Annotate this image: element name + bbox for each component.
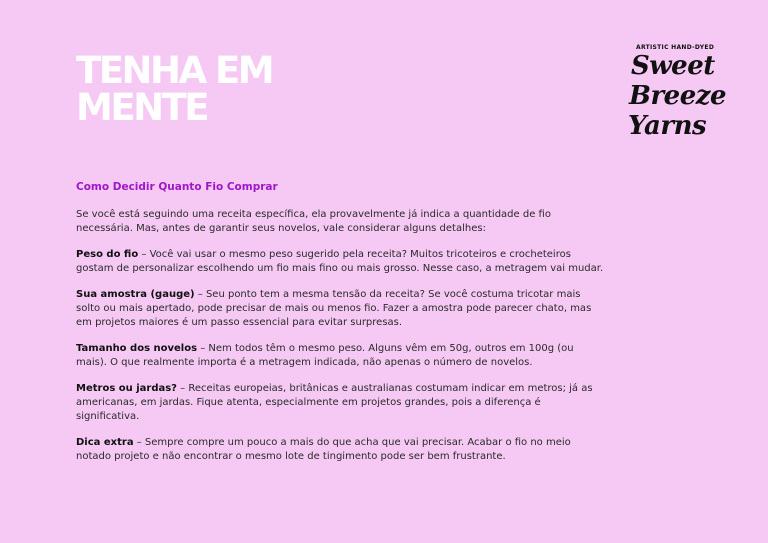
tip-paragraph-yarn-weight — [76, 248, 606, 275]
article-body — [76, 181, 606, 476]
tip-paragraph-meters-yards — [76, 382, 606, 423]
section-heading: Como Decidir Quanto Fio Comprar — [76, 181, 278, 193]
logo-word-yarns: Yarns — [628, 111, 707, 141]
tip-text: – Seu ponto tem a mesma tensão da receita? Se você costuma tricotar mais solto ou mais apertado, pode precisar de mais ou menos fio. Fazer a amostra pode parecer chato, mas em projetos maiores é um passo essencial para evitar surpresas. — [76, 289, 592, 328]
page-title — [76, 49, 376, 129]
intro-paragraph: Se você está seguindo uma receita específica, ela provavelmente já indica a quantidade de fio necessária. Mas, antes de garantir seus novelos, vale considerar alguns detalhes: — [76, 209, 551, 234]
tip-term: Peso do fio — [76, 249, 139, 261]
tip-paragraph-gauge — [76, 288, 606, 329]
tip-term: Dica extra — [76, 437, 134, 449]
logo-word-breeze: Breeze — [629, 81, 727, 111]
tip-term: Tamanho dos novelos — [76, 343, 198, 355]
tip-paragraph-skein-size — [76, 342, 606, 369]
page-title-line-2: MENTE — [76, 86, 208, 129]
page-title-line-1: TENHA EM — [76, 49, 273, 92]
logo-tagline: ARTISTIC HAND-DYED — [636, 44, 715, 51]
brand-logo — [628, 44, 738, 141]
tip-paragraph-extra — [76, 436, 606, 463]
tip-text: – Receitas europeias, britânicas e australianas costumam indicar em metros; já as americanas, em jardas. Fique atenta, especialmente em projetos grandes, pois a diferença é significativa. — [76, 383, 593, 422]
tip-term: Sua amostra (gauge) — [76, 289, 195, 301]
tip-text: – Você vai usar o mesmo peso sugerido pela receita? Muitos tricoteiros e crocheteiros gostam de personalizar escolhendo um fio mais fino ou mais grosso. Nesse caso, a metragem vai mudar. — [76, 249, 604, 274]
tip-term: Metros ou jardas? — [76, 383, 177, 395]
tip-text: – Sempre compre um pouco a mais do que acha que vai precisar. Acabar o fio no meio notado projeto e não encontrar o mesmo lote de tingimento pode ser bem frustrante. — [76, 437, 571, 462]
tip-text: – Nem todos têm o mesmo peso. Alguns vêm em 50g, outros em 100g (ou mais). O que realmente importa é a metragem indicada, não apenas o número de novelos. — [76, 343, 574, 368]
logo-word-sweet: Sweet — [631, 51, 715, 81]
